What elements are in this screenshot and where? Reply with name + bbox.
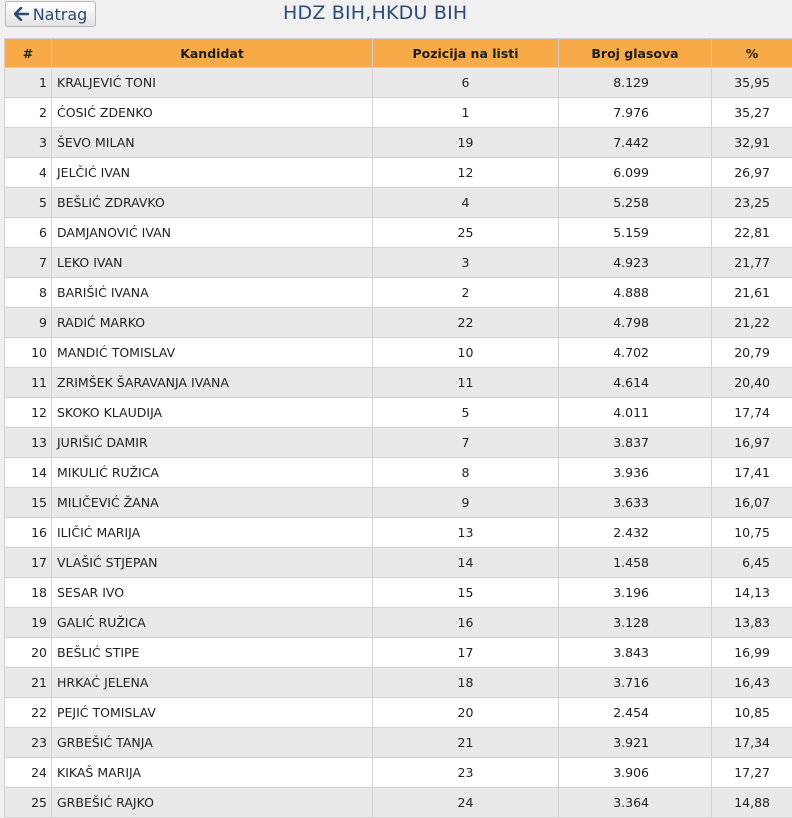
rank-cell: 24 xyxy=(5,758,52,788)
rank-cell: 6 xyxy=(5,218,52,248)
percent-cell: 10,75 xyxy=(712,518,792,548)
votes-cell: 2.432 xyxy=(559,518,712,548)
rank-cell: 17 xyxy=(5,548,52,578)
votes-cell: 3.843 xyxy=(559,638,712,668)
list-position-cell: 14 xyxy=(373,548,559,578)
candidate-name-cell: KIKAŠ MARIJA xyxy=(52,758,373,788)
top-bar xyxy=(0,0,792,36)
table-row xyxy=(5,158,792,188)
table-row xyxy=(5,338,792,368)
votes-cell: 3.633 xyxy=(559,488,712,518)
candidate-name-cell: ŠEVO MILAN xyxy=(52,128,373,158)
percent-cell: 35,27 xyxy=(712,98,792,128)
rank-cell: 13 xyxy=(5,428,52,458)
votes-cell: 5.258 xyxy=(559,188,712,218)
percent-cell: 17,34 xyxy=(712,728,792,758)
percent-cell: 35,95 xyxy=(712,68,792,98)
percent-cell: 17,27 xyxy=(712,758,792,788)
rank-cell: 11 xyxy=(5,368,52,398)
rank-cell: 8 xyxy=(5,278,52,308)
list-position-cell: 7 xyxy=(373,428,559,458)
column-header-number[interactable]: # xyxy=(5,39,52,68)
rank-cell: 22 xyxy=(5,698,52,728)
votes-cell: 6.099 xyxy=(559,158,712,188)
percent-cell: 21,22 xyxy=(712,308,792,338)
percent-cell: 23,25 xyxy=(712,188,792,218)
table-row xyxy=(5,548,792,578)
candidate-name-cell: BARIŠIĆ IVANA xyxy=(52,278,373,308)
candidates-table xyxy=(4,38,792,818)
rank-cell: 21 xyxy=(5,668,52,698)
column-header-position[interactable]: Pozicija na listi xyxy=(373,39,559,68)
percent-cell: 17,74 xyxy=(712,398,792,428)
table-body xyxy=(5,68,792,818)
votes-cell: 7.442 xyxy=(559,128,712,158)
list-position-cell: 19 xyxy=(373,128,559,158)
candidate-name-cell: SKOKO KLAUDIJA xyxy=(52,398,373,428)
table-row xyxy=(5,788,792,818)
percent-cell: 16,43 xyxy=(712,668,792,698)
votes-cell: 3.837 xyxy=(559,428,712,458)
candidate-name-cell: MANDIĆ TOMISLAV xyxy=(52,338,373,368)
list-position-cell: 8 xyxy=(373,458,559,488)
list-position-cell: 1 xyxy=(373,98,559,128)
rank-cell: 14 xyxy=(5,458,52,488)
candidate-name-cell: DAMJANOVIĆ IVAN xyxy=(52,218,373,248)
table-row xyxy=(5,698,792,728)
candidate-name-cell: MIKULIĆ RUŽICA xyxy=(52,458,373,488)
table-row xyxy=(5,638,792,668)
table-row xyxy=(5,278,792,308)
rank-cell: 10 xyxy=(5,338,52,368)
candidate-name-cell: GRBEŠIĆ TANJA xyxy=(52,728,373,758)
candidate-name-cell: BEŠLIĆ ZDRAVKO xyxy=(52,188,373,218)
table-row xyxy=(5,188,792,218)
table-row xyxy=(5,428,792,458)
table-row xyxy=(5,608,792,638)
votes-cell: 3.936 xyxy=(559,458,712,488)
percent-cell: 26,97 xyxy=(712,158,792,188)
list-position-cell: 3 xyxy=(373,248,559,278)
candidate-name-cell: BEŠLIĆ STIPE xyxy=(52,638,373,668)
percent-cell: 21,77 xyxy=(712,248,792,278)
votes-cell: 8.129 xyxy=(559,68,712,98)
rank-cell: 5 xyxy=(5,188,52,218)
list-position-cell: 12 xyxy=(373,158,559,188)
list-position-cell: 9 xyxy=(373,488,559,518)
candidate-name-cell: ZRIMŠEK ŠARAVANJA IVANA xyxy=(52,368,373,398)
table-row xyxy=(5,98,792,128)
table-row xyxy=(5,758,792,788)
percent-cell: 10,85 xyxy=(712,698,792,728)
table-row xyxy=(5,308,792,338)
rank-cell: 15 xyxy=(5,488,52,518)
list-position-cell: 11 xyxy=(373,368,559,398)
votes-cell: 7.976 xyxy=(559,98,712,128)
list-position-cell: 21 xyxy=(373,728,559,758)
votes-cell: 4.798 xyxy=(559,308,712,338)
table-row xyxy=(5,218,792,248)
candidate-name-cell: RADIĆ MARKO xyxy=(52,308,373,338)
list-position-cell: 17 xyxy=(373,638,559,668)
list-position-cell: 10 xyxy=(373,338,559,368)
rank-cell: 23 xyxy=(5,728,52,758)
rank-cell: 3 xyxy=(5,128,52,158)
votes-cell: 5.159 xyxy=(559,218,712,248)
candidate-name-cell: VLAŠIĆ STJEPAN xyxy=(52,548,373,578)
rank-cell: 12 xyxy=(5,398,52,428)
back-button-label: Natrag xyxy=(33,5,88,24)
percent-cell: 13,83 xyxy=(712,608,792,638)
list-position-cell: 22 xyxy=(373,308,559,338)
table-header-row xyxy=(5,39,792,68)
rank-cell: 4 xyxy=(5,158,52,188)
rank-cell: 7 xyxy=(5,248,52,278)
votes-cell: 2.454 xyxy=(559,698,712,728)
percent-cell: 16,07 xyxy=(712,488,792,518)
percent-cell: 21,61 xyxy=(712,278,792,308)
candidate-name-cell: JURIŠIĆ DAMIR xyxy=(52,428,373,458)
percent-cell: 16,97 xyxy=(712,428,792,458)
percent-cell: 14,13 xyxy=(712,578,792,608)
list-position-cell: 5 xyxy=(373,398,559,428)
back-button[interactable] xyxy=(5,1,96,27)
list-position-cell: 6 xyxy=(373,68,559,98)
rank-cell: 2 xyxy=(5,98,52,128)
percent-cell: 16,99 xyxy=(712,638,792,668)
table-row xyxy=(5,668,792,698)
votes-cell: 4.614 xyxy=(559,368,712,398)
votes-cell: 3.906 xyxy=(559,758,712,788)
page-title: HDZ BIH,HKDU BIH xyxy=(283,2,467,24)
percent-cell: 22,81 xyxy=(712,218,792,248)
votes-cell: 3.921 xyxy=(559,728,712,758)
votes-cell: 3.364 xyxy=(559,788,712,818)
percent-cell: 14,88 xyxy=(712,788,792,818)
percent-cell: 32,91 xyxy=(712,128,792,158)
rank-cell: 19 xyxy=(5,608,52,638)
candidate-name-cell: LEKO IVAN xyxy=(52,248,373,278)
table-row xyxy=(5,488,792,518)
votes-cell: 4.888 xyxy=(559,278,712,308)
list-position-cell: 25 xyxy=(373,218,559,248)
list-position-cell: 24 xyxy=(373,788,559,818)
candidate-name-cell: PEJIĆ TOMISLAV xyxy=(52,698,373,728)
table-row xyxy=(5,68,792,98)
rank-cell: 9 xyxy=(5,308,52,338)
candidate-name-cell: JELČIĆ IVAN xyxy=(52,158,373,188)
list-position-cell: 20 xyxy=(373,698,559,728)
candidate-name-cell: KRALJEVIĆ TONI xyxy=(52,68,373,98)
table-row xyxy=(5,578,792,608)
list-position-cell: 23 xyxy=(373,758,559,788)
votes-cell: 3.128 xyxy=(559,608,712,638)
arrow-left-icon xyxy=(14,7,29,21)
votes-cell: 4.702 xyxy=(559,338,712,368)
table-row xyxy=(5,728,792,758)
rank-cell: 20 xyxy=(5,638,52,668)
rank-cell: 16 xyxy=(5,518,52,548)
list-position-cell: 4 xyxy=(373,188,559,218)
percent-cell: 6,45 xyxy=(712,548,792,578)
table-row xyxy=(5,368,792,398)
column-header-percent[interactable]: % xyxy=(712,39,792,68)
candidate-name-cell: GRBEŠIĆ RAJKO xyxy=(52,788,373,818)
candidate-name-cell: SESAR IVO xyxy=(52,578,373,608)
percent-cell: 17,41 xyxy=(712,458,792,488)
candidate-name-cell: ILIČIĆ MARIJA xyxy=(52,518,373,548)
votes-cell: 3.716 xyxy=(559,668,712,698)
list-position-cell: 16 xyxy=(373,608,559,638)
candidate-name-cell: MILIČEVIĆ ŽANA xyxy=(52,488,373,518)
column-header-candidate[interactable]: Kandidat xyxy=(52,39,373,68)
list-position-cell: 15 xyxy=(373,578,559,608)
votes-cell: 4.923 xyxy=(559,248,712,278)
table-row xyxy=(5,398,792,428)
candidate-name-cell: HRKAĆ JELENA xyxy=(52,668,373,698)
candidate-name-cell: GALIĆ RUŽICA xyxy=(52,608,373,638)
column-header-votes[interactable]: Broj glasova xyxy=(559,39,712,68)
list-position-cell: 2 xyxy=(373,278,559,308)
candidate-name-cell: ĆOSIĆ ZDENKO xyxy=(52,98,373,128)
rank-cell: 25 xyxy=(5,788,52,818)
percent-cell: 20,79 xyxy=(712,338,792,368)
table-row xyxy=(5,518,792,548)
votes-cell: 3.196 xyxy=(559,578,712,608)
table-row xyxy=(5,248,792,278)
votes-cell: 1.458 xyxy=(559,548,712,578)
rank-cell: 18 xyxy=(5,578,52,608)
votes-cell: 4.011 xyxy=(559,398,712,428)
rank-cell: 1 xyxy=(5,68,52,98)
percent-cell: 20,40 xyxy=(712,368,792,398)
table-row xyxy=(5,128,792,158)
table-row xyxy=(5,458,792,488)
list-position-cell: 18 xyxy=(373,668,559,698)
list-position-cell: 13 xyxy=(373,518,559,548)
